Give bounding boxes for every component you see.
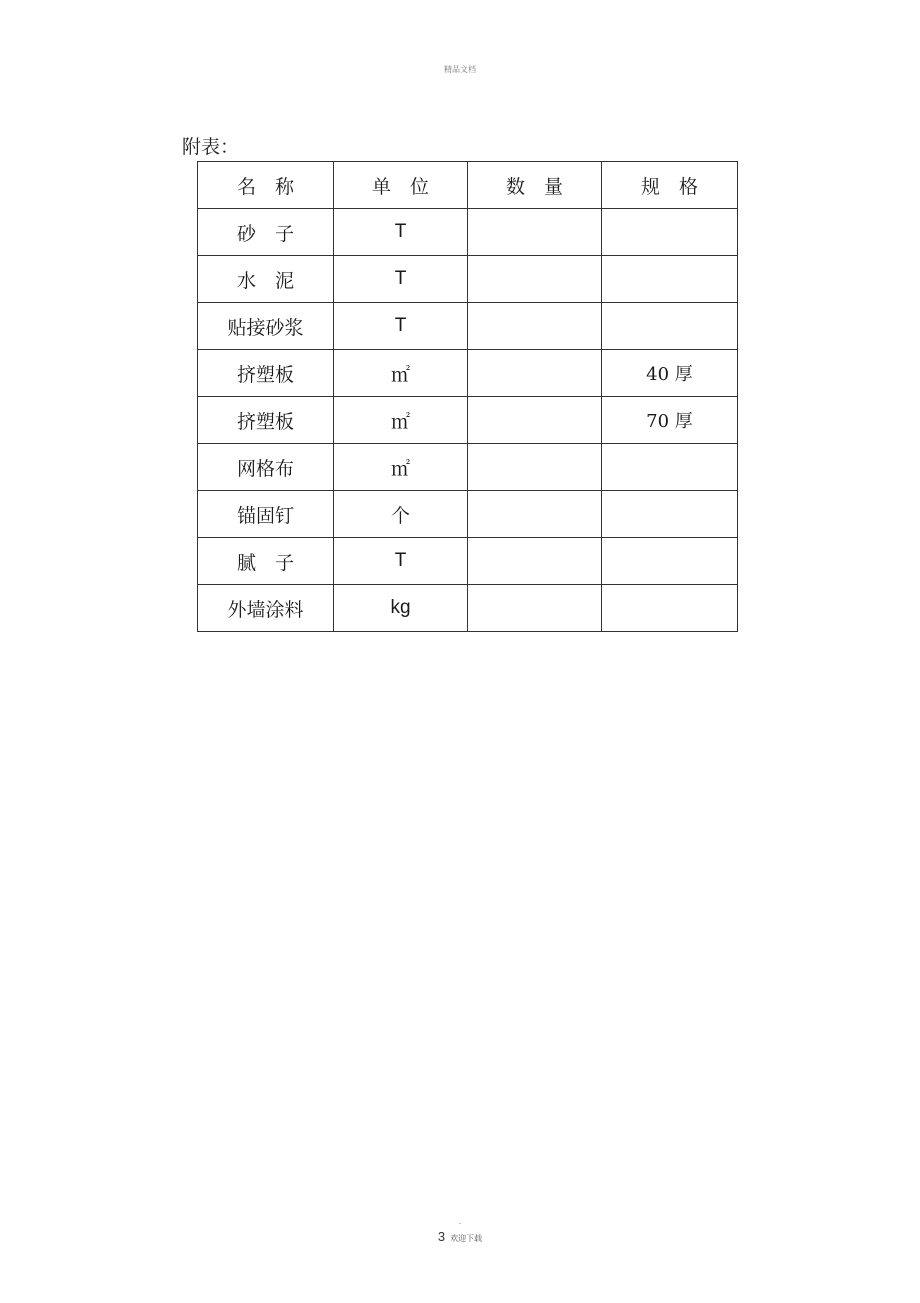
page-footer (0, 1218, 920, 1245)
cell-name: 挤塑板 (198, 397, 334, 444)
cell-name: 水 泥 (198, 256, 334, 303)
cell-unit: ㎡ (334, 444, 468, 491)
table-row (198, 397, 738, 444)
cell-name: 挤塑板 (198, 350, 334, 397)
cell-unit: T (334, 209, 468, 256)
cell-unit: T (334, 303, 468, 350)
header-spec: 规 格 (602, 162, 738, 209)
cell-spec (602, 491, 738, 538)
cell-unit: kg (334, 585, 468, 632)
cell-quantity (468, 585, 602, 632)
cell-name: 外墙涂料 (198, 585, 334, 632)
table-row (198, 303, 738, 350)
header-note: 精品文档 (444, 65, 476, 74)
cell-spec (602, 585, 738, 632)
table-row (198, 491, 738, 538)
cell-name: 网格布 (198, 444, 334, 491)
cell-quantity (468, 491, 602, 538)
cell-spec (602, 538, 738, 585)
table-row (198, 209, 738, 256)
cell-unit: ㎡ (334, 350, 468, 397)
cell-quantity (468, 303, 602, 350)
footer-text: 欢迎下载 (450, 1234, 483, 1243)
table-row (198, 444, 738, 491)
cell-spec (602, 303, 738, 350)
table-row (198, 350, 738, 397)
header-name: 名 称 (198, 162, 334, 209)
cell-unit: T (334, 538, 468, 585)
footer-dot: . (458, 1217, 462, 1226)
cell-name: 腻 子 (198, 538, 334, 585)
cell-name: 砂 子 (198, 209, 334, 256)
cell-spec (602, 256, 738, 303)
cell-quantity (468, 209, 602, 256)
header-quantity: 数 量 (468, 162, 602, 209)
cell-spec: 70 厚 (602, 397, 738, 444)
cell-name: 锚固钉 (198, 491, 334, 538)
cell-spec: 40 厚 (602, 350, 738, 397)
cell-unit: ㎡ (334, 397, 468, 444)
cell-quantity (468, 444, 602, 491)
cell-quantity (468, 256, 602, 303)
table-row (198, 256, 738, 303)
cell-unit: 个 (334, 491, 468, 538)
cell-quantity (468, 538, 602, 585)
cell-quantity (468, 350, 602, 397)
header-unit: 单 位 (334, 162, 468, 209)
cell-quantity (468, 397, 602, 444)
page-number: 3 (437, 1229, 446, 1244)
table-header-row (198, 162, 738, 209)
cell-unit: T (334, 256, 468, 303)
table-row (198, 585, 738, 632)
cell-name: 贴接砂浆 (198, 303, 334, 350)
table-row (198, 538, 738, 585)
materials-table (197, 161, 738, 632)
cell-spec (602, 209, 738, 256)
cell-spec (602, 444, 738, 491)
table-caption: 附表： (182, 136, 240, 158)
